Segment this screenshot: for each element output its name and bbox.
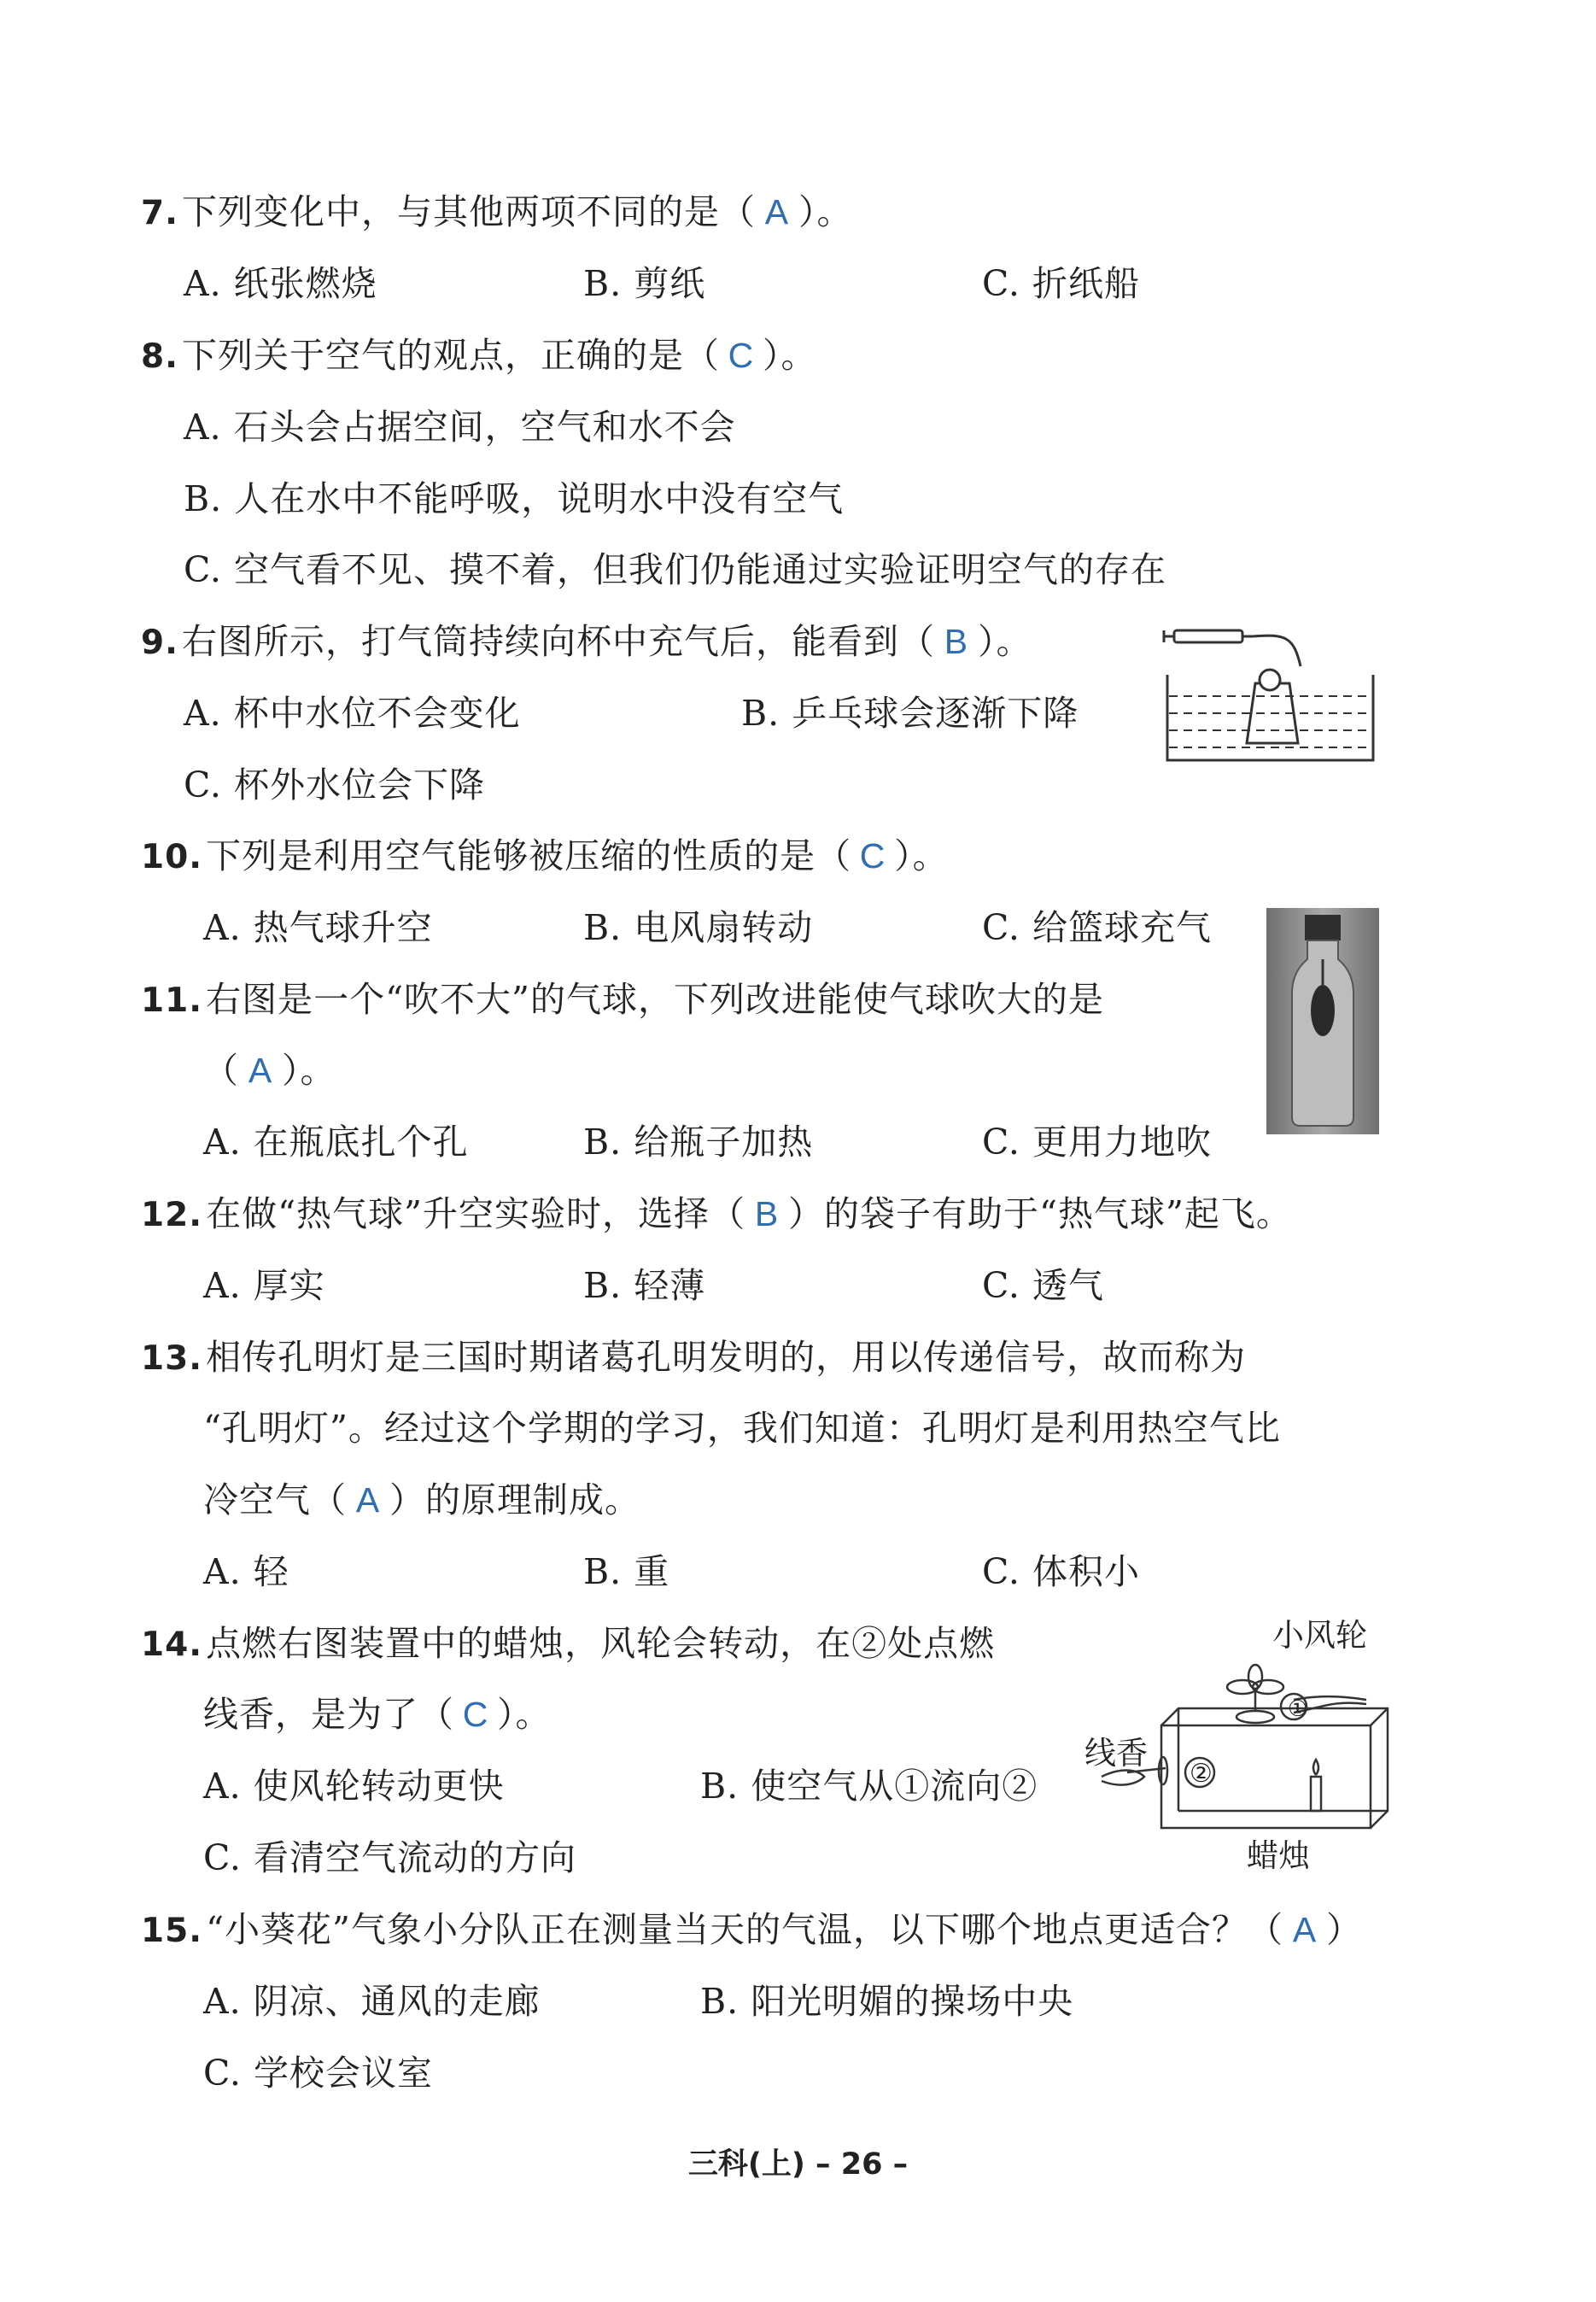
answer-text: C <box>728 336 755 375</box>
question-14-line2 <box>203 1694 552 1735</box>
question-stem: 在做“热气球”升空实验时，选择（ <box>206 1193 746 1234</box>
option-a: A. 厚实 <box>203 1265 325 1306</box>
question-number: 8. <box>141 337 178 376</box>
option-c: C. 折纸船 <box>982 263 1140 304</box>
candle-label: 蜡烛 <box>1247 1837 1310 1874</box>
option-b: B. 电风扇转动 <box>583 907 814 948</box>
option-c: C. 更用力地吹 <box>982 1122 1212 1163</box>
question-tail: ）。 <box>798 191 853 232</box>
question-14 <box>141 1623 996 1664</box>
question-tail: ） <box>1326 1909 1363 1950</box>
question-tail: ）。 <box>894 835 949 876</box>
question-10 <box>141 835 949 876</box>
question-11 <box>141 979 1105 1020</box>
question-13 <box>141 1337 1247 1378</box>
pump-beaker-figure <box>1157 615 1383 769</box>
answer-text: A <box>1292 1910 1318 1949</box>
option-c: C. 杯外水位会下降 <box>184 764 485 805</box>
answer-text: A <box>355 1480 381 1520</box>
question-11-answer-line <box>203 1050 336 1091</box>
option-b: B. 给瓶子加热 <box>583 1122 814 1163</box>
option-c: C. 给篮球充气 <box>982 907 1212 948</box>
question-open-paren: （ <box>203 1050 239 1091</box>
bottle-balloon-photo <box>1266 908 1379 1134</box>
answer-text: A <box>248 1051 273 1090</box>
option-a: A. 在瓶底扎个孔 <box>203 1122 469 1163</box>
wheel-label: 小风轮 <box>1272 1617 1367 1654</box>
option-a: A. 杯中水位不会变化 <box>184 693 521 734</box>
question-13-line2: “孔明灯”。经过这个学期的学习，我们知道：孔明灯是利用热空气比 <box>203 1408 1281 1449</box>
question-tail: ）。 <box>762 335 817 376</box>
answer-text: B <box>754 1194 780 1233</box>
convection-box-figure <box>1084 1619 1392 1875</box>
question-number: 14. <box>141 1625 203 1664</box>
option-c: C. 透气 <box>982 1265 1104 1306</box>
question-line3: 冷空气（ <box>203 1479 347 1520</box>
question-8 <box>141 335 817 376</box>
option-a: A. 纸张燃烧 <box>184 263 377 304</box>
question-stem: 点燃右图装置中的蜡烛，风轮会转动，在②处点燃 <box>206 1623 996 1664</box>
mark-1: ① <box>1288 1696 1308 1722</box>
question-line2: 线香，是为了（ <box>203 1694 454 1735</box>
question-number: 11. <box>141 981 203 1020</box>
question-tail: ）。 <box>977 621 1032 662</box>
question-7 <box>141 191 853 232</box>
answer-text: C <box>859 836 886 876</box>
option-b: B. 剪纸 <box>583 263 706 304</box>
option-a: A. 石头会占据空间，空气和水不会 <box>184 407 736 448</box>
question-tail: ）的袋子有助于“热气球”起飞。 <box>788 1193 1292 1234</box>
question-15 <box>141 1909 1363 1950</box>
option-b: B. 使空气从①流向② <box>700 1766 1038 1807</box>
question-9 <box>141 621 1032 662</box>
option-a: A. 使风轮转动更快 <box>203 1766 505 1807</box>
question-number: 9. <box>141 624 178 662</box>
incense-label: 线香 <box>1084 1735 1148 1772</box>
option-b: B. 阳光明媚的操场中央 <box>700 1981 1074 2022</box>
option-b: B. 重 <box>583 1551 670 1592</box>
mark-2: ② <box>1190 1759 1213 1789</box>
question-12 <box>141 1193 1292 1234</box>
question-13-line3 <box>203 1479 640 1520</box>
option-b: B. 人在水中不能呼吸，说明水中没有空气 <box>184 478 845 519</box>
question-tail: ）。 <box>497 1694 552 1735</box>
question-number: 7. <box>141 194 178 232</box>
question-number: 10. <box>141 838 203 876</box>
question-stem: 下列变化中，与其他两项不同的是（ <box>181 191 756 232</box>
option-c: C. 空气看不见、摸不着，但我们仍能通过实验证明空气的存在 <box>184 549 1166 590</box>
option-a: A. 热气球升空 <box>203 907 433 948</box>
option-c: C. 体积小 <box>982 1551 1140 1592</box>
option-b: B. 轻薄 <box>583 1265 706 1306</box>
page-footer: 三科(上) – 26 – <box>687 2147 909 2182</box>
option-a: A. 阴凉、通风的走廊 <box>203 1981 541 2022</box>
question-stem: 下列是利用空气能够被压缩的性质的是（ <box>206 835 852 876</box>
option-a: A. 轻 <box>203 1551 289 1592</box>
answer-text: A <box>764 192 790 231</box>
question-stem: 右图是一个“吹不大”的气球，下列改进能使气球吹大的是 <box>206 979 1105 1020</box>
option-c: C. 学校会议室 <box>203 2053 433 2094</box>
question-stem: 右图所示，打气筒持续向杯中充气后，能看到（ <box>181 621 935 662</box>
question-number: 12. <box>141 1196 203 1234</box>
question-stem: “小葵花”气象小分队正在测量当天的气温，以下哪个地点更适合？（ <box>206 1909 1284 1950</box>
question-number: 15. <box>141 1912 203 1950</box>
answer-text: C <box>462 1695 489 1734</box>
question-tail: ）。 <box>282 1050 336 1091</box>
question-stem: 下列关于空气的观点，正确的是（ <box>181 335 720 376</box>
question-number: 13. <box>141 1339 203 1378</box>
option-b: B. 乒乓球会逐渐下降 <box>741 693 1079 734</box>
question-tail: ）的原理制成。 <box>389 1479 640 1520</box>
answer-text: B <box>944 622 969 661</box>
option-c: C. 看清空气流动的方向 <box>203 1837 576 1878</box>
question-stem: 相传孔明灯是三国时期诸葛孔明发明的，用以传递信号，故而称为 <box>206 1337 1247 1378</box>
